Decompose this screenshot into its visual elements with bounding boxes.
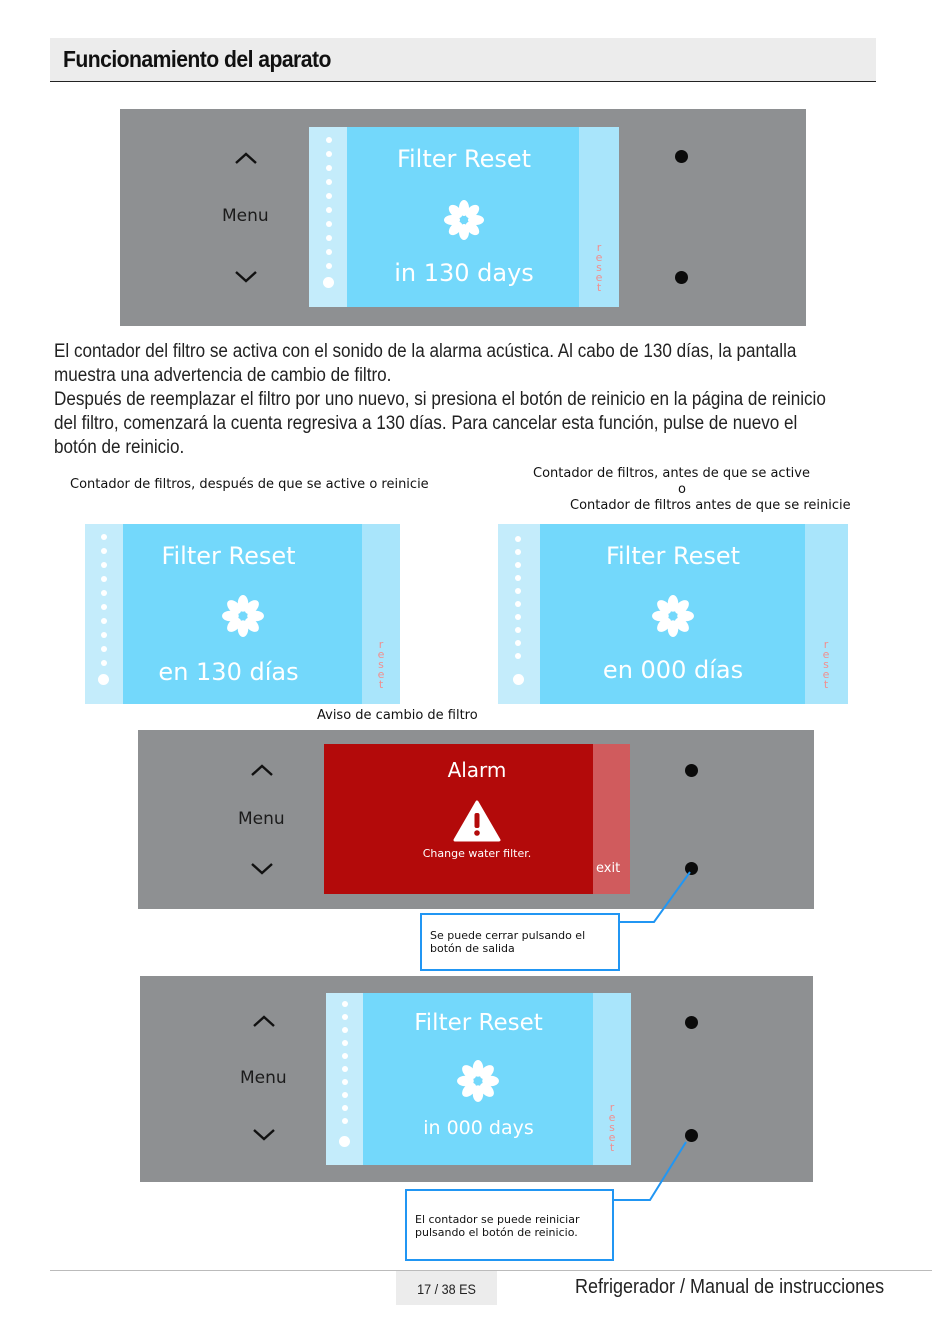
screen-countdown: in 130 days [394, 259, 534, 287]
screen-title: Filter Reset [161, 542, 296, 570]
caption-right-2: o [678, 482, 686, 497]
caption-left: Contador de filtros, después de que se active o reinicie [70, 477, 429, 492]
section-header [50, 38, 876, 82]
reset-strip[interactable]: r e s e t [362, 524, 400, 704]
filter-icon [456, 1059, 500, 1103]
exit-label: exit [596, 861, 621, 876]
filter-icon [651, 594, 695, 638]
callout-reset: El contador se puede reiniciar pulsando el botón de reinicio. [405, 1189, 614, 1261]
chevron-down-icon[interactable] [252, 1128, 276, 1142]
screen-title: Filter Reset [605, 542, 741, 570]
menu-label: Menu [238, 809, 285, 829]
chevron-down-icon[interactable] [234, 270, 258, 284]
control-panel-filter-reset [120, 109, 806, 326]
filter-reset-screen [309, 127, 619, 307]
filter-reset-screen [326, 993, 631, 1165]
reset-button[interactable] [675, 271, 688, 284]
screen-title: Filter Reset [414, 1010, 543, 1036]
callout-exit: Se puede cerrar pulsando el botón de salida [420, 913, 620, 971]
reset-strip[interactable]: r e s e t [593, 993, 631, 1165]
reset-strip[interactable]: r e s e t [805, 524, 848, 704]
top-right-button[interactable] [675, 150, 688, 163]
chevron-down-icon[interactable] [250, 862, 274, 876]
instruction-text [54, 340, 837, 460]
top-right-button[interactable] [685, 764, 698, 777]
paragraph: El contador del filtro se activa con el sonido de la alarma acústica. Al cabo de 130 días, la pantalla muestra una advertencia de cambio de filtro. [54, 341, 797, 386]
screen-countdown: en 000 días [602, 656, 744, 684]
filter-screen-after [85, 524, 400, 704]
caption-alarm: Aviso de cambio de filtro [317, 708, 478, 723]
menu-label: Menu [222, 206, 269, 226]
page-title: Funcionamiento del aparato [63, 46, 331, 72]
alarm-message: Change water filter. [422, 847, 532, 860]
screen-countdown: en 130 días [158, 658, 299, 686]
menu-label: Menu [240, 1068, 287, 1088]
screen-countdown: in 000 days [423, 1117, 534, 1139]
callout-leader-line [618, 870, 698, 930]
filter-icon [443, 199, 485, 241]
callout-leader-line [612, 1140, 692, 1204]
filter-icon [221, 594, 265, 638]
reset-strip[interactable]: r e s e t [579, 127, 619, 307]
paragraph: Después de reemplazar el filtro por uno nuevo, si presiona el botón de reinicio en la página de reinicio del filtro, comenzará la cuenta regresiva a 130 días. Para cancelar esta función, pulse de nuevo el botón de reinicio. [54, 389, 826, 458]
control-panel-reset [140, 976, 813, 1182]
page-number: 17 / 38 ES [417, 1281, 476, 1297]
chevron-up-icon[interactable] [234, 151, 258, 165]
page-number-box [396, 1271, 497, 1305]
caption-right-1: Contador de filtros, antes de que se active [533, 466, 810, 481]
top-right-button[interactable] [685, 1016, 698, 1029]
chevron-up-icon[interactable] [252, 1014, 276, 1028]
alarm-screen [324, 744, 630, 894]
alarm-title: Alarm [447, 758, 507, 782]
filter-screen-before [498, 524, 848, 704]
screen-title: Filter Reset [396, 145, 532, 173]
control-panel-alarm [138, 730, 814, 909]
caption-right-3: Contador de filtros antes de que se reinicie [570, 498, 851, 513]
footer-title: Refrigerador / Manual de instrucciones [575, 1276, 885, 1298]
warning-icon [453, 800, 501, 842]
chevron-up-icon[interactable] [250, 763, 274, 777]
